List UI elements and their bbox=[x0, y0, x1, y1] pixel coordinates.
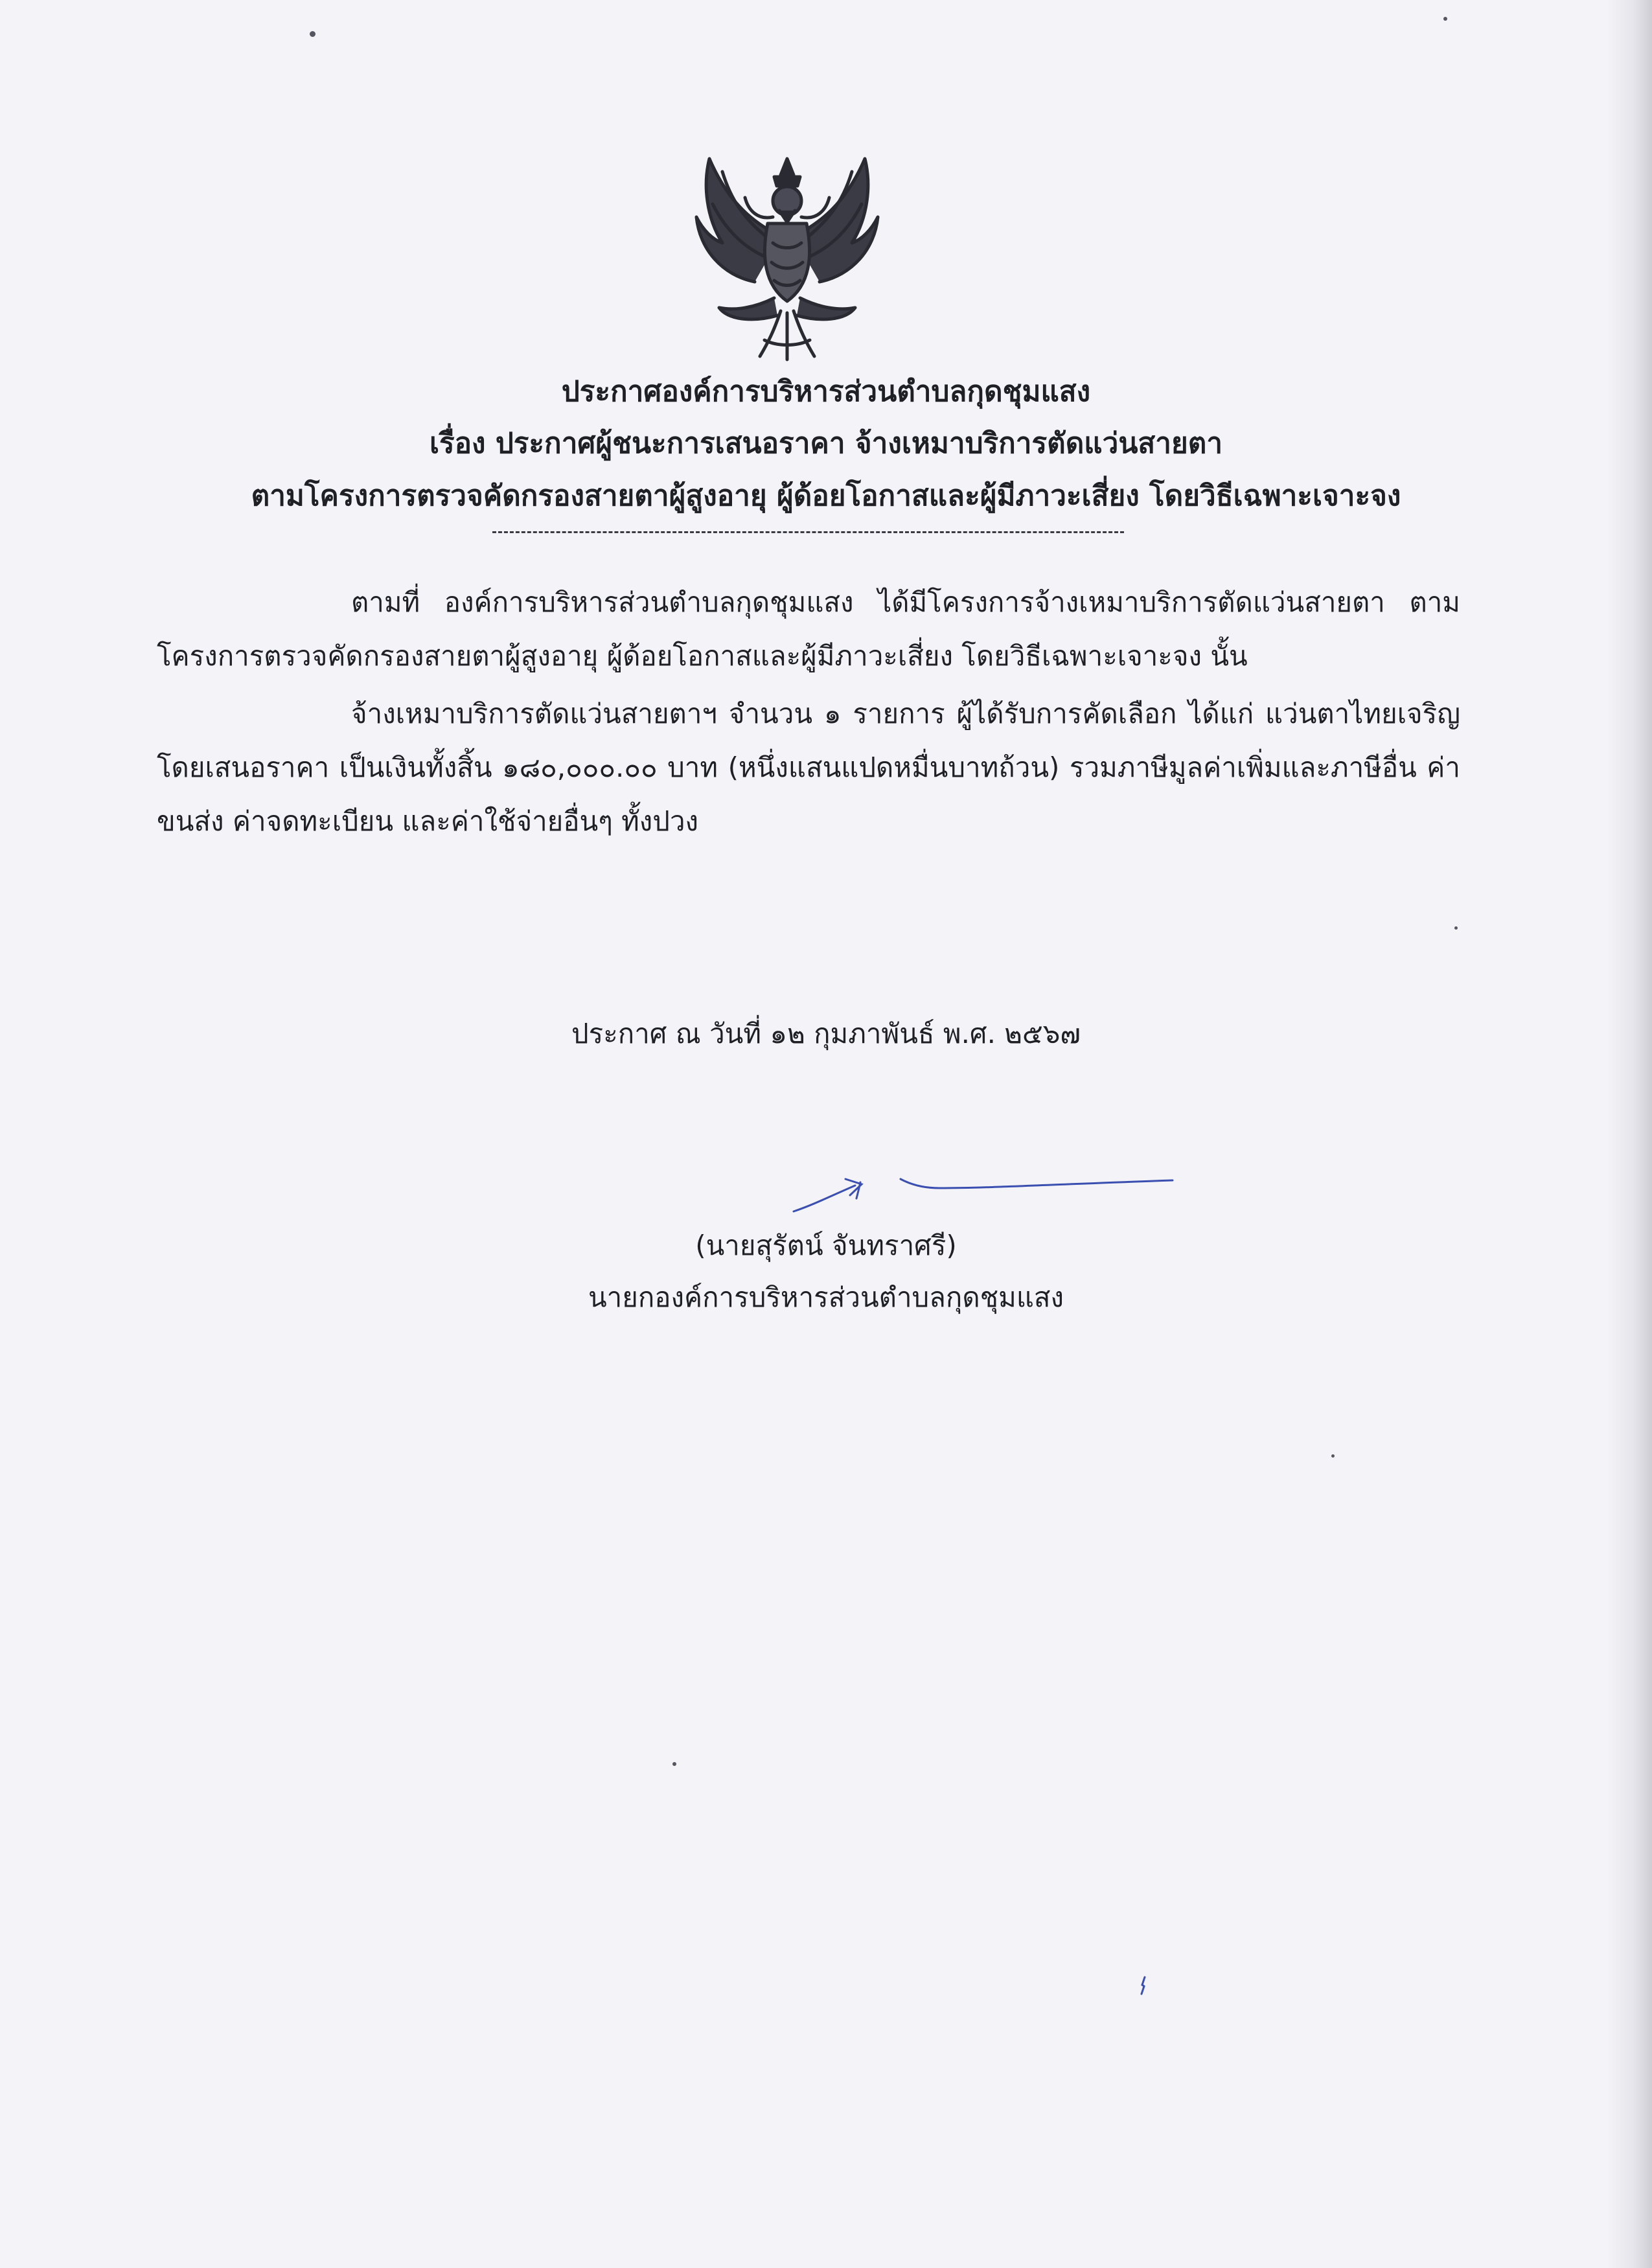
signer-name: (นายสุรัตน์ จันทราศรี) bbox=[695, 1230, 957, 1261]
page-edge-shadow bbox=[1607, 0, 1652, 2268]
header-subject: เรื่อง ประกาศผู้ชนะการเสนอราคา จ้างเหมาบริการตัดแว่นสายตา bbox=[429, 427, 1223, 460]
announcement-date: ประกาศ ณ วันที่ ๑๒ กุมภาพันธ์ พ.ศ. ๒๕๖๗ bbox=[571, 1018, 1081, 1049]
garuda-emblem bbox=[683, 146, 891, 366]
separator-line bbox=[492, 531, 1124, 533]
body-paragraph-2 bbox=[157, 687, 1460, 848]
scan-speck bbox=[1454, 926, 1458, 930]
body-paragraph-1-text: ตามที่ องค์การบริหารส่วนตำบลกุดชุมแสง ได้มีโครงการจ้างเหมาบริการตัดแว่นสายตา ตามโครงการตรวจคัดกรองสายตาผู้สูงอายุ ผู้ด้อยโอกาสและผู้มีภาวะเสี่ยง โดยวิธีเฉพาะเจาะจง นั้น bbox=[157, 586, 1460, 672]
handwritten-signature bbox=[784, 1160, 1186, 1218]
scan-speck bbox=[1443, 17, 1447, 21]
scan-speck bbox=[672, 1762, 676, 1766]
scan-speck bbox=[1331, 1454, 1335, 1458]
body-paragraph-1 bbox=[157, 575, 1460, 683]
body-paragraph-2-text: จ้างเหมาบริการตัดแว่นสายตาฯ จำนวน ๑ รายการ ผู้ได้รับการคัดเลือก ได้แก่ แว่นตาไทยเจริญ โดยเสนอราคา เป็นเงินทั้งสิ้น ๑๘๐,๐๐๐.๐๐ บาท (หนึ่งแสนแปดหมื่นบาทถ้วน) รวมภาษีมูลค่าเพิ่มและภาษีอื่น ค่าขนส่ง ค่าจดทะเบียน และค่าใช้จ่ายอื่นๆ ทั้งปวง bbox=[157, 698, 1460, 837]
scan-speck bbox=[310, 31, 315, 37]
ink-mark bbox=[1137, 1976, 1150, 1995]
signer-title: นายกองค์การบริหารส่วนตำบลกุดชุมแสง bbox=[588, 1281, 1064, 1313]
header-project: ตามโครงการตรวจคัดกรองสายตาผู้สูงอายุ ผู้ด้อยโอกาสและผู้มีภาวะเสี่ยง โดยวิธีเฉพาะเจาะจง bbox=[251, 479, 1401, 512]
header-line-1: ประกาศองค์การบริหารส่วนตำบลกุดชุมแสง bbox=[561, 375, 1091, 408]
